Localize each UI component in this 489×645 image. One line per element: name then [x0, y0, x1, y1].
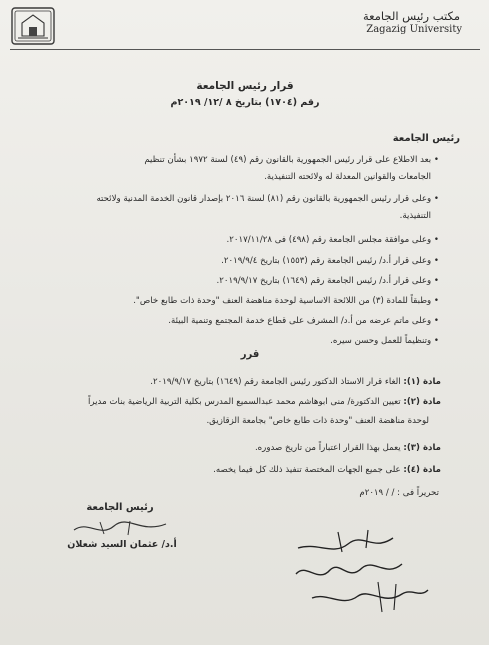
- article-label: مادة (٢):: [403, 397, 441, 407]
- header-divider: [10, 49, 480, 50]
- signatory-title: رئيس الجامعة: [86, 502, 154, 513]
- article-label: مادة (٣):: [403, 443, 441, 453]
- preamble-line: • بعد الاطلاع على قرار رئيس الجمهورية بالقانون رقم (٤٩) لسنة ١٩٧٢ بشأن تنظيم: [144, 155, 439, 165]
- preamble-line: • وعلى ماتم عرضه من أ.د/ المشرف على قطاع خدمة المجتمع وتنمية البيئة.: [168, 316, 439, 326]
- university-seal-icon: [10, 6, 56, 46]
- preamble-line: • وتنظيماً للعمل وحسن سيره.: [330, 336, 439, 346]
- article-text: لوحدة مناهضة العنف "وحدة ذات طابع خاص" بجامعة الزقازيق.: [206, 416, 429, 426]
- preamble-line: • وعلى قرار أ.د/ رئيس الجامعة رقم (١٥٥٣) بتاريخ ٢٠١٩/٩/٤.: [221, 256, 439, 266]
- article-4: [21, 465, 441, 475]
- preamble-line: • وعلى قرار أ.د/ رئيس الجامعة رقم (١٦٤٩) بتاريخ ٢٠١٩/٩/١٧.: [217, 276, 440, 286]
- decision-reference: رقم (١٧٠٤) بتاريخ ٨ /١٢/ ٢٠١٩م: [170, 97, 320, 108]
- article-text: الغاء قرار الاستاذ الدكتور رئيس الجامعة رقم (١٦٤٩) بتاريخ ٢٠١٩/٩/١٧.: [150, 377, 401, 387]
- handwritten-signature: [278, 512, 438, 620]
- preamble-heading: رئيس الجامعة: [392, 133, 460, 144]
- signatory-name: أ.د/ عثمان السيد شعلان: [67, 539, 177, 550]
- article-label: مادة (١):: [403, 377, 441, 387]
- article-2-continued: [9, 416, 429, 426]
- article-label: مادة (٤):: [403, 465, 441, 475]
- decision-title: قرار رئيس الجامعة: [196, 80, 294, 92]
- resolution-heading: قرر: [240, 349, 260, 360]
- university-name-en: Zagazig University: [366, 24, 462, 35]
- article-1: [21, 377, 441, 387]
- article-text: تعيين الدكتورة/ منى ابوهاشم محمد عبدالسميع المدرس بكلية التربية الرياضية بنات مديراً: [88, 397, 401, 407]
- preamble-line: • وطبقاً للمادة (٣) من اللائحة الاساسية لوحدة مناهضة العنف "وحدة ذات طابع خاص".: [133, 296, 439, 306]
- preamble-line: • وعلى موافقة مجلس الجامعة رقم (٤٩٨) فى ٢٠١٧/١١/٢٨.: [227, 235, 439, 245]
- article-text: يعمل بهذا القرار اعتباراً من تاريخ صدوره.: [254, 443, 401, 453]
- preamble-line: • وعلى قرار رئيس الجمهورية بالقانون رقم (٨١) لسنة ٢٠١٦ بإصدار قانون الخدمة المدنية ولائحته: [96, 194, 439, 204]
- initials-scribble: [70, 516, 170, 540]
- preamble-line: الجامعات والقوانين المعدلة له ولائحته التنفيذية.: [264, 172, 431, 182]
- article-2: [21, 397, 441, 407]
- issue-date: تحريراً فى : / / ٢٠١٩م: [359, 488, 439, 498]
- preamble-line: التنفيذية.: [399, 211, 431, 221]
- article-3: [21, 443, 441, 453]
- article-text: على جميع الجهات المختصة تنفيذ ذلك كل فيما يخصه.: [213, 465, 401, 475]
- university-office-name: مكتب رئيس الجامعة: [363, 9, 460, 23]
